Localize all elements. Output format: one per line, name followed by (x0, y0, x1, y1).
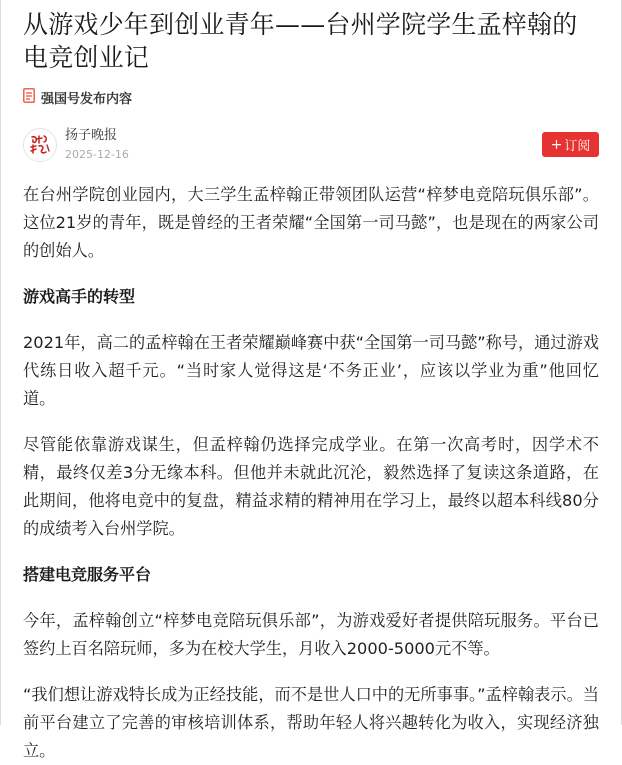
article-body (23, 181, 599, 765)
newspaper-logo-icon (27, 132, 53, 158)
section-heading: 游戏高手的转型 (23, 287, 136, 306)
paragraph: 在台州学院创业园内，大三学生孟梓翰正带领团队运营“梓梦电竞陪玩俱乐部”。这位21岁的青年，既是曾经的王者荣耀“全国第一司马懿”，也是现在的两家公司的创始人。 (23, 185, 599, 260)
paragraph: “我们想让游戏特长成为正经技能，而不是世人口中的无所事事。”孟梓翰表示。当前平台建立了完善的审核培训体系，帮助年轻人将兴趣转化为收入，实现经济独立。 (23, 685, 599, 760)
author-bar (23, 126, 599, 164)
paragraph: 今年，孟梓翰创立“梓梦电竞陪玩俱乐部”，为游戏爱好者提供陪玩服务。平台已签约上百名陪玩师，多为在校大学生，月收入2000-5000元不等。 (23, 611, 599, 658)
article-title: 从游戏少年到创业青年——台州学院学生孟梓翰的电竞创业记 (23, 10, 578, 72)
paragraph: 2021年，高二的孟梓翰在王者荣耀巅峰赛中获“全国第一司马懿”称号，通过游戏代练日收入超千元。“当时家人觉得这是‘不务正业’，应该以学业为重”他回忆道。 (23, 333, 599, 408)
author-meta (65, 127, 129, 163)
section-heading: 搭建电竞服务平台 (23, 565, 152, 584)
source-tag (23, 87, 599, 107)
subscribe-label: 订阅 (564, 139, 591, 154)
author-avatar[interactable] (23, 128, 57, 162)
paragraph: 尽管能依靠游戏谋生，但孟梓翰仍选择完成学业。在第一次高考时，因学术不精，最终仅差3分无缘本科。但他并未就此沉沦，毅然选择了复读这条道路，在此期间，他将电竞中的复盘，精益求精的精神用在学习上，最终以超本科线80分的成绩考入台州学院。 (23, 435, 599, 538)
subscribe-button[interactable] (542, 132, 599, 157)
author-name[interactable]: 扬子晚报 (65, 128, 118, 143)
plus-icon: + (550, 136, 563, 153)
publish-date: 2025-12-16 (65, 148, 129, 161)
source-label: 强国号发布内容 (41, 91, 133, 107)
article (1, 0, 621, 765)
document-icon (23, 88, 41, 107)
